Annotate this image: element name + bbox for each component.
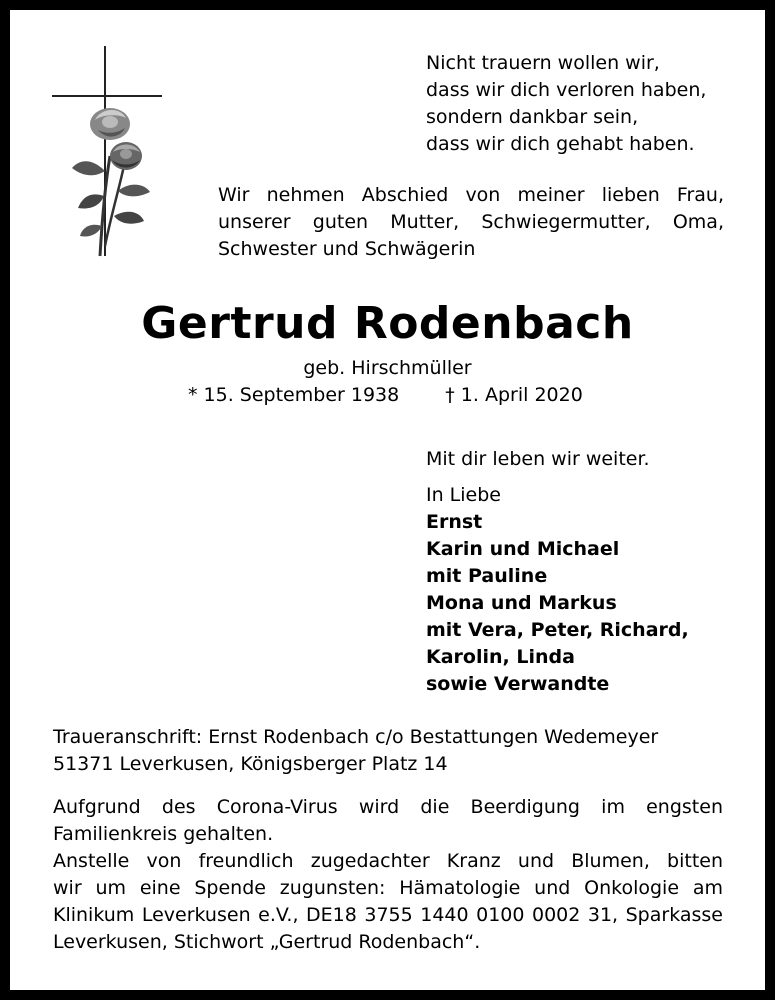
intro-line: unserer guten Mutter, Schwiegermutter, Oma, bbox=[218, 211, 724, 233]
life-dates bbox=[188, 384, 583, 406]
notice-line: Klinikum Leverkusen e.V., DE18 3755 1440 0100 0002 31, Sparkasse bbox=[53, 904, 723, 926]
mourner-name: mit Pauline bbox=[426, 565, 548, 587]
notice-line: Leverkusen, Stichwort „Gertrud Rodenbach“. bbox=[53, 931, 481, 953]
notice-line: Aufgrund des Corona-Virus wird die Beerdigung im engsten bbox=[53, 796, 723, 818]
farewell-intro bbox=[218, 182, 724, 263]
intro-line: Schwester und Schwägerin bbox=[218, 238, 476, 260]
motto: Mit dir leben wir weiter. bbox=[426, 448, 650, 470]
poem-line: sondern dankbar sein, bbox=[426, 106, 639, 128]
birth-date: * 15. September 1938 bbox=[188, 384, 400, 406]
death-date: † 1. April 2020 bbox=[445, 384, 583, 406]
intro-line: Wir nehmen Abschied von meiner lieben Frau, bbox=[218, 184, 724, 206]
mourners-intro: In Liebe bbox=[426, 484, 501, 506]
poem bbox=[426, 50, 706, 158]
poem-line: Nicht trauern wollen wir, bbox=[426, 52, 660, 74]
mourner-name: mit Vera, Peter, Richard, bbox=[426, 619, 689, 641]
mourner-name: sowie Verwandte bbox=[426, 673, 610, 695]
funeral-notice bbox=[53, 794, 723, 956]
mourning-address bbox=[53, 724, 658, 778]
mourners-list bbox=[426, 482, 689, 698]
poem-line: dass wir dich verloren haben, bbox=[426, 79, 707, 101]
mourner-name: Ernst bbox=[426, 511, 483, 533]
notice-line: Familienkreis gehalten. bbox=[53, 823, 274, 845]
cross-with-roses-icon bbox=[50, 46, 170, 265]
obituary-notice bbox=[10, 10, 765, 990]
notice-line: wir um eine Spende zugunsten: Hämatologie und Onkologie am bbox=[53, 877, 723, 899]
mourner-name: Karolin, Linda bbox=[426, 646, 575, 668]
deceased-name: Gertrud Rodenbach bbox=[141, 298, 634, 349]
mourner-name: Mona und Markus bbox=[426, 592, 617, 614]
notice-line: Anstelle von freundlich zugedachter Kranz und Blumen, bitten bbox=[53, 850, 723, 872]
address-line: 51371 Leverkusen, Königsberger Platz 14 bbox=[53, 753, 448, 775]
address-line: Traueranschrift: Ernst Rodenbach c/o Bestattungen Wedemeyer bbox=[53, 726, 659, 748]
mourner-name: Karin und Michael bbox=[426, 538, 620, 560]
poem-line: dass wir dich gehabt haben. bbox=[426, 133, 695, 155]
maiden-name: geb. Hirschmüller bbox=[303, 357, 472, 379]
